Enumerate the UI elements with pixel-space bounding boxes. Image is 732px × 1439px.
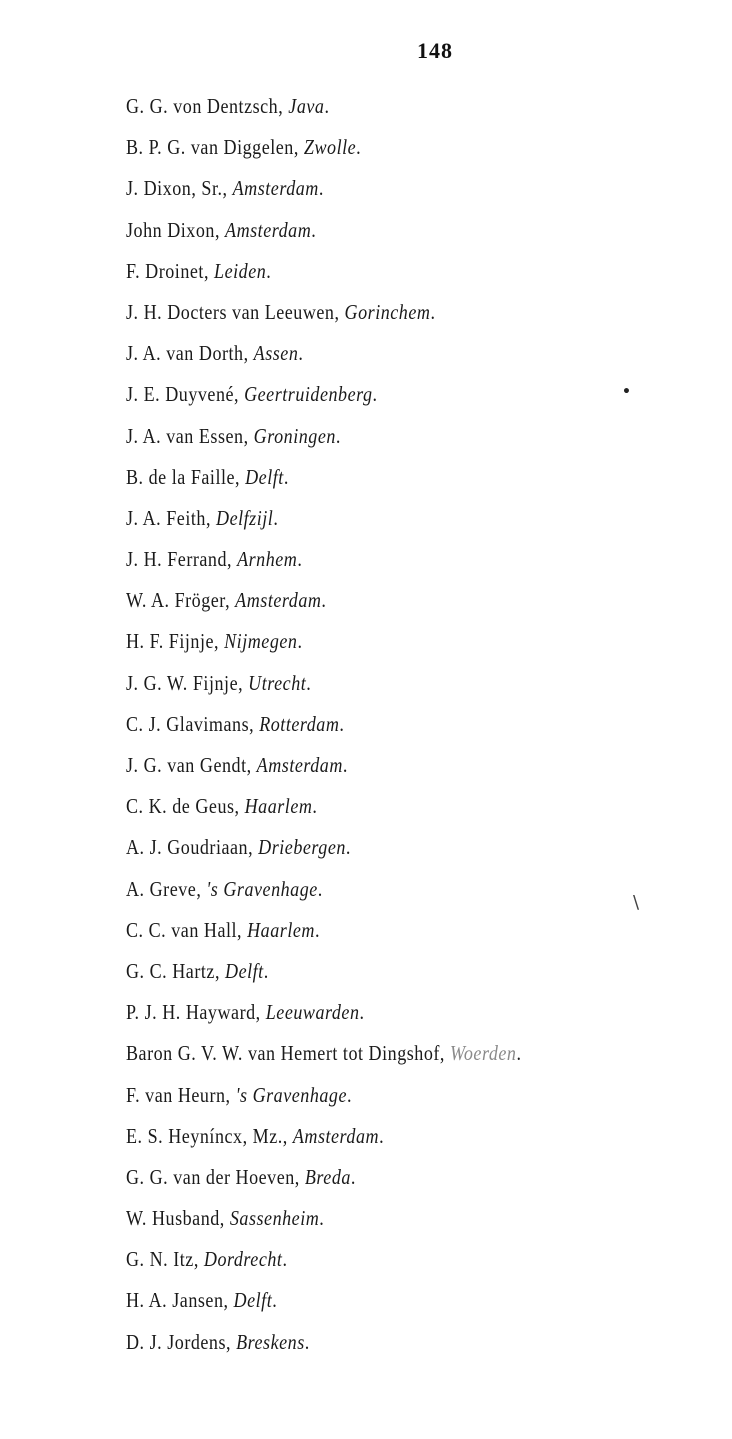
member-place: Java bbox=[288, 94, 325, 118]
list-item: G. G. van der Hoeven, Breda. bbox=[126, 1164, 356, 1189]
stray-dot-mark: • bbox=[622, 384, 631, 400]
list-item: W. A. Fröger, Amsterdam. bbox=[126, 588, 327, 613]
member-place: Delft bbox=[233, 1288, 273, 1313]
list-item: Baron G. V. W. van Hemert tot Dingshof, Woerden. bbox=[126, 1041, 522, 1066]
member-place: Amsterdam bbox=[225, 217, 312, 242]
list-item: E. S. Heyníncx, Mz., Amsterdam. bbox=[126, 1123, 385, 1148]
member-name: J. H. Docters van Leeuwen bbox=[126, 299, 335, 324]
member-name: W. A. Fröger bbox=[126, 588, 226, 613]
member-place: 's Gravenhage bbox=[206, 876, 318, 901]
member-name: J. E. Duyvené bbox=[126, 382, 235, 407]
list-item: F. van Heurn, 's Gravenhage. bbox=[126, 1082, 353, 1107]
member-name: J. H. Ferrand bbox=[126, 547, 228, 572]
member-place: Nijmegen bbox=[224, 629, 298, 654]
list-item: P. J. H. Hayward, Leeuwarden. bbox=[126, 1000, 365, 1025]
member-name: F. Droinet bbox=[126, 258, 204, 283]
member-place: Dordrecht bbox=[203, 1247, 283, 1272]
list-item: J. Dixon, Sr., Amsterdam. bbox=[126, 176, 324, 201]
member-name: C. J. Glavimans bbox=[126, 711, 250, 736]
member-name: C. C. van Hall bbox=[126, 917, 238, 942]
member-place: Driebergen bbox=[258, 835, 346, 860]
list-item: J. A. Feith, Delfzijl. bbox=[126, 505, 279, 530]
member-place: Utrecht bbox=[248, 670, 307, 695]
member-place: Amsterdam bbox=[235, 588, 322, 613]
member-place: Woerden bbox=[449, 1041, 517, 1066]
member-place: Amsterdam bbox=[292, 1123, 380, 1148]
member-place: Assen bbox=[253, 341, 299, 366]
list-item: G. C. Hartz, Delft. bbox=[126, 958, 269, 983]
member-name: G. N. Itz bbox=[126, 1247, 194, 1272]
member-place: Gorinchem bbox=[344, 299, 431, 324]
member-place: Delft bbox=[245, 464, 284, 489]
list-item: H. A. Jansen, Delft. bbox=[126, 1288, 278, 1313]
member-place: Rotterdam bbox=[259, 711, 340, 736]
member-place: Geertruidenberg bbox=[244, 382, 373, 407]
list-item: C. C. van Hall, Haarlem. bbox=[126, 917, 320, 942]
member-name: F. van Heurn bbox=[126, 1082, 226, 1107]
member-name: H. F. Fijnje bbox=[126, 629, 215, 654]
member-name: J. A. van Dorth bbox=[126, 341, 244, 366]
member-place: Haarlem bbox=[247, 917, 315, 942]
member-name: P. J. H. Hayward bbox=[126, 1000, 256, 1025]
stray-slash-mark: \ bbox=[633, 892, 640, 913]
list-item: C. J. Glavimans, Rotterdam. bbox=[126, 711, 345, 736]
member-place: Sassenheim bbox=[229, 1206, 320, 1231]
member-name: J. A. Feith bbox=[126, 505, 206, 530]
member-name: J. Dixon, Sr. bbox=[126, 176, 223, 201]
member-name: G. G. von Dentzsch bbox=[126, 94, 279, 118]
member-place: Breda bbox=[304, 1164, 351, 1189]
member-place: Groningen bbox=[253, 423, 336, 448]
list-item: C. K. de Geus, Haarlem. bbox=[126, 794, 318, 819]
member-place: Leiden bbox=[214, 258, 267, 283]
member-name: B. P. G. van Diggelen bbox=[126, 135, 294, 160]
member-name: J. G. van Gendt bbox=[126, 753, 247, 777]
page-number: 148 bbox=[417, 38, 453, 63]
list-item: A. J. Goudriaan, Driebergen. bbox=[126, 835, 351, 860]
member-name: John Dixon bbox=[126, 217, 215, 242]
list-item: J. G. van Gendt, Amsterdam. bbox=[126, 753, 348, 777]
member-place: Arnhem bbox=[237, 547, 298, 572]
member-place: Breskens bbox=[236, 1329, 305, 1354]
list-item: B. de la Faille, Delft. bbox=[126, 464, 289, 489]
list-item: J. H. Docters van Leeuwen, Gorinchem. bbox=[126, 299, 436, 324]
list-item: H. F. Fijnje, Nijmegen. bbox=[126, 629, 303, 654]
member-place: 's Gravenhage bbox=[235, 1082, 347, 1107]
member-name: A. Greve bbox=[126, 876, 197, 901]
list-item: J. H. Ferrand, Arnhem. bbox=[126, 547, 303, 572]
list-item: B. P. G. van Diggelen, Zwolle. bbox=[126, 135, 362, 160]
list-item: W. Husband, Sassenheim. bbox=[126, 1206, 325, 1231]
list-item: J. G. W. Fijnje, Utrecht. bbox=[126, 670, 312, 695]
member-name: G. G. van der Hoeven bbox=[126, 1164, 295, 1189]
list-item: John Dixon, Amsterdam. bbox=[126, 217, 317, 242]
member-name: J. G. W. Fijnje bbox=[126, 670, 239, 695]
member-name: G. C. Hartz bbox=[126, 958, 215, 983]
list-item: G. G. von Dentzsch, Java. bbox=[126, 94, 330, 118]
member-place: Amsterdam bbox=[232, 176, 319, 201]
list-item: A. Greve, 's Gravenhage. bbox=[126, 876, 323, 901]
list-item: J. E. Duyvené, Geertruidenberg. bbox=[126, 382, 378, 407]
list-item: G. N. Itz, Dordrecht. bbox=[126, 1247, 288, 1272]
member-name: H. A. Jansen bbox=[126, 1288, 224, 1313]
list-item: D. J. Jordens, Breskens. bbox=[126, 1329, 310, 1354]
member-name: E. S. Heyníncx, Mz. bbox=[126, 1123, 283, 1148]
member-place: Haarlem bbox=[244, 794, 313, 819]
member-place: Delfzijl bbox=[216, 505, 274, 530]
member-name: B. de la Faille bbox=[126, 464, 236, 489]
member-place: Leeuwarden bbox=[265, 1000, 360, 1025]
member-place: Amsterdam bbox=[256, 753, 343, 777]
member-place: Delft bbox=[225, 958, 264, 983]
list-item: J. A. van Essen, Groningen. bbox=[126, 423, 341, 448]
member-name: W. Husband bbox=[126, 1206, 220, 1231]
member-name: D. J. Jordens bbox=[126, 1329, 227, 1354]
member-name: Baron G. V. W. van Hemert tot Dingshof bbox=[126, 1041, 440, 1066]
member-name: A. J. Goudriaan bbox=[126, 835, 249, 860]
member-place: Zwolle bbox=[303, 135, 357, 160]
list-item: F. Droinet, Leiden. bbox=[126, 258, 272, 283]
member-name: J. A. van Essen bbox=[126, 423, 244, 448]
member-list bbox=[126, 86, 712, 1363]
list-item: J. A. van Dorth, Assen. bbox=[126, 341, 304, 366]
member-name: C. K. de Geus bbox=[126, 794, 235, 819]
